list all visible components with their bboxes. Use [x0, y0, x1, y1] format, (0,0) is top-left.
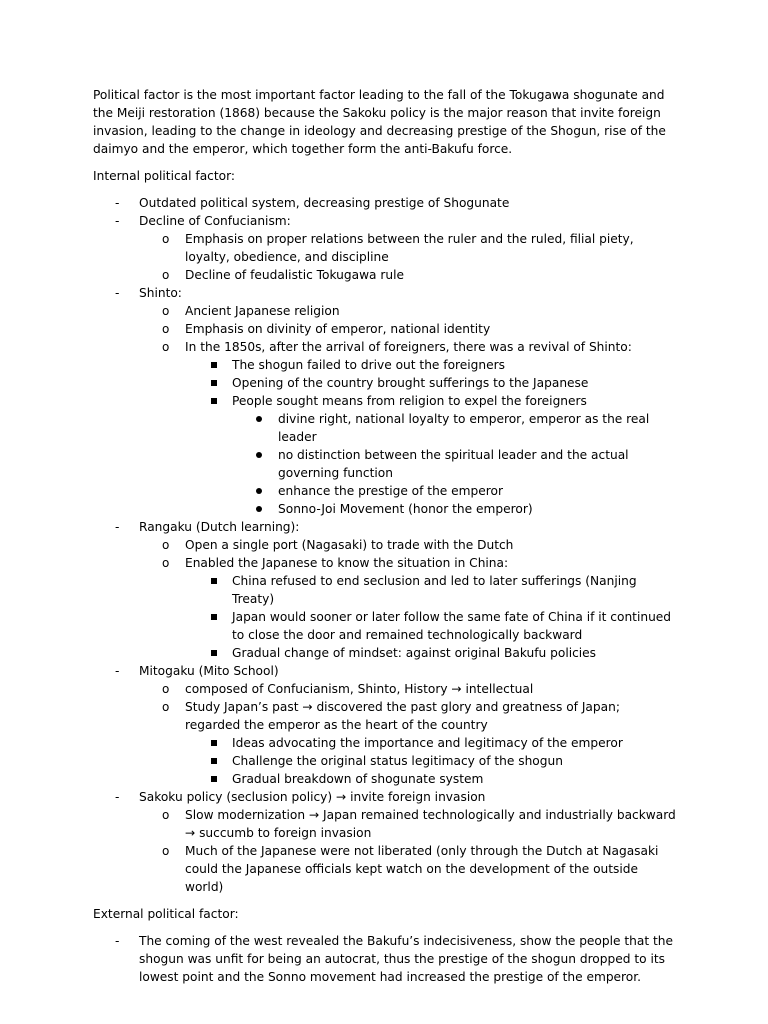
- list-item: [93, 698, 678, 734]
- list-item: [93, 842, 678, 896]
- list-item: [93, 806, 678, 842]
- list-item: [93, 932, 678, 986]
- list-item: [93, 356, 678, 374]
- circle-bullet: o: [162, 340, 170, 354]
- list-item: [93, 518, 678, 536]
- list-item: [93, 446, 678, 482]
- internal-factor-list: [93, 194, 678, 896]
- list-item-text: People sought means from religion to expel the foreigners: [232, 394, 587, 408]
- list-item: [93, 410, 678, 446]
- dash-bullet: -: [115, 214, 120, 228]
- list-item: [93, 194, 678, 212]
- external-heading: External political factor:: [93, 907, 239, 921]
- square-bullet-icon: [211, 614, 217, 620]
- list-item-text: Emphasis on divinity of emperor, national identity: [185, 322, 491, 336]
- square-bullet-icon: [211, 362, 217, 368]
- list-item: [93, 392, 678, 410]
- list-item-text: Decline of feudalistic Tokugawa rule: [185, 268, 405, 282]
- list-item: [93, 608, 678, 644]
- list-item-text: divine right, national loyalty to emperor, emperor as the real leader: [278, 412, 650, 444]
- list-item: [93, 302, 678, 320]
- dash-bullet: -: [115, 196, 120, 210]
- list-item-text: China refused to end seclusion and led to later sufferings (Nanjing Treaty): [232, 574, 637, 606]
- list-item-text: Outdated political system, decreasing prestige of Shogunate: [139, 196, 510, 210]
- circle-bullet: o: [162, 304, 170, 318]
- external-factor-list: [93, 932, 678, 986]
- list-item-text: Rangaku (Dutch learning):: [139, 520, 300, 534]
- list-item: [93, 338, 678, 356]
- list-item: [93, 554, 678, 572]
- circle-bullet: o: [162, 322, 170, 336]
- list-item: [93, 266, 678, 284]
- list-item-text: Gradual change of mindset: against original Bakufu policies: [232, 646, 597, 660]
- list-item-text: Much of the Japanese were not liberated (only through the Dutch at Nagasaki could the Japanese officials kept watch on the development of the outside world): [185, 844, 659, 894]
- list-item-text: Opening of the country brought sufferings to the Japanese: [232, 376, 589, 390]
- dash-bullet: -: [115, 286, 120, 300]
- circle-bullet: o: [162, 844, 170, 858]
- list-item-text: composed of Confucianism, Shinto, History → intellectual: [185, 682, 534, 696]
- circle-bullet: o: [162, 556, 170, 570]
- dash-bullet: -: [115, 790, 120, 804]
- dash-bullet: -: [115, 520, 120, 534]
- list-item: [93, 320, 678, 338]
- list-item-text: Mitogaku (Mito School): [139, 664, 279, 678]
- square-bullet-icon: [211, 776, 217, 782]
- circle-bullet: o: [162, 232, 170, 246]
- list-item: [93, 284, 678, 302]
- list-item-text: Emphasis on proper relations between the ruler and the ruled, filial piety, loyalty, obedience, and discipline: [185, 232, 634, 264]
- list-item-text: The coming of the west revealed the Bakufu’s indecisiveness, show the people that the shogun was unfit for being an autocrat, thus the prestige of the shogun dropped to its lowest point and the Sonno movement had increased the prestige of the emperor.: [139, 934, 673, 984]
- list-item-text: Challenge the original status legitimacy of the shogun: [232, 754, 563, 768]
- list-item-text: Ideas advocating the importance and legitimacy of the emperor: [232, 736, 623, 750]
- list-item: [93, 644, 678, 662]
- circle-bullet: o: [162, 682, 170, 696]
- square-bullet-icon: [211, 380, 217, 386]
- list-item: [93, 572, 678, 608]
- list-item-text: Sakoku policy (seclusion policy) → invite foreign invasion: [139, 790, 486, 804]
- list-item: [93, 482, 678, 500]
- list-item-text: Japan would sooner or later follow the same fate of China if it continued to close the door and remained technologically backward: [232, 610, 672, 642]
- round-bullet-icon: [256, 488, 262, 494]
- list-item-text: Shinto:: [139, 286, 182, 300]
- dash-bullet: -: [115, 934, 120, 948]
- list-item: [93, 752, 678, 770]
- circle-bullet: o: [162, 700, 170, 714]
- round-bullet-icon: [256, 506, 262, 512]
- internal-heading: Internal political factor:: [93, 169, 236, 183]
- list-item: [93, 662, 678, 680]
- list-item: [93, 536, 678, 554]
- circle-bullet: o: [162, 538, 170, 552]
- list-item: [93, 734, 678, 752]
- list-item: [93, 770, 678, 788]
- list-item: [93, 500, 678, 518]
- list-item-text: In the 1850s, after the arrival of foreigners, there was a revival of Shinto:: [185, 340, 632, 354]
- list-item: [93, 212, 678, 230]
- list-item: [93, 374, 678, 392]
- list-item-text: enhance the prestige of the emperor: [278, 484, 503, 498]
- circle-bullet: o: [162, 808, 170, 822]
- list-item-text: Open a single port (Nagasaki) to trade with the Dutch: [185, 538, 514, 552]
- list-item-text: Ancient Japanese religion: [185, 304, 340, 318]
- dash-bullet: -: [115, 664, 120, 678]
- list-item-text: Decline of Confucianism:: [139, 214, 291, 228]
- round-bullet-icon: [256, 452, 262, 458]
- round-bullet-icon: [256, 416, 262, 422]
- list-item: [93, 680, 678, 698]
- square-bullet-icon: [211, 578, 217, 584]
- intro-paragraph: Political factor is the most important factor leading to the fall of the Tokugawa shogunate and the Meiji restoration (1868) because the Sakoku policy is the major reason that invite foreign invasion, leading to the change in ideology and decreasing prestige of the Shogun, rise of the daimyo and the emperor, which together form the anti-Bakufu force.: [93, 88, 666, 156]
- list-item-text: no distinction between the spiritual leader and the actual governing function: [278, 448, 629, 480]
- list-item-text: Sonno-Joi Movement (honor the emperor): [278, 502, 533, 516]
- list-item-text: Slow modernization → Japan remained technologically and industrially backward → succumb to foreign invasion: [185, 808, 676, 840]
- square-bullet-icon: [211, 650, 217, 656]
- list-item: [93, 230, 678, 266]
- list-item-text: The shogun failed to drive out the foreigners: [232, 358, 505, 372]
- document-body: [93, 86, 678, 995]
- list-item-text: Study Japan’s past → discovered the past glory and greatness of Japan; regarded the emperor as the heart of the country: [185, 700, 620, 732]
- square-bullet-icon: [211, 398, 217, 404]
- square-bullet-icon: [211, 758, 217, 764]
- list-item-text: Enabled the Japanese to know the situation in China:: [185, 556, 509, 570]
- list-item: [93, 788, 678, 806]
- square-bullet-icon: [211, 740, 217, 746]
- list-item-text: Gradual breakdown of shogunate system: [232, 772, 484, 786]
- circle-bullet: o: [162, 268, 170, 282]
